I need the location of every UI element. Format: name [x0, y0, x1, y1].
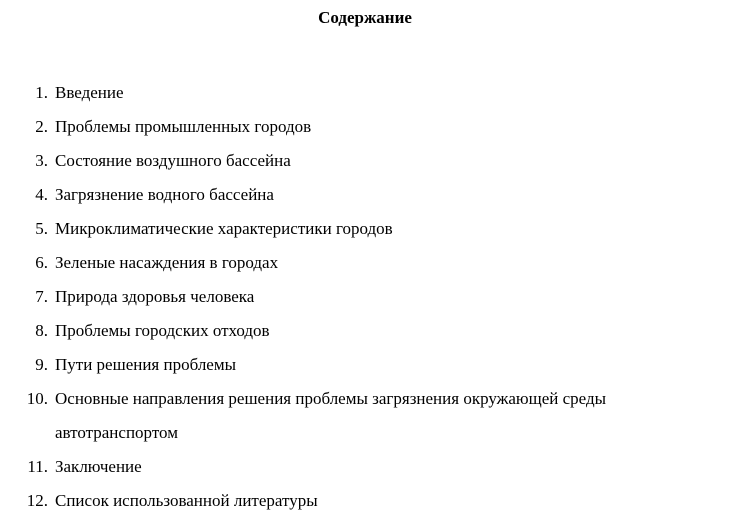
- toc-item: [0, 314, 735, 348]
- toc-item: [0, 178, 735, 212]
- toc-item: [0, 144, 735, 178]
- toc-item: [0, 76, 735, 110]
- toc-item-text: Заключение: [55, 457, 142, 476]
- table-of-contents: [0, 76, 735, 518]
- toc-item-number: 7.: [35, 287, 48, 306]
- toc-item-number: 2.: [35, 117, 48, 136]
- toc-item: [0, 348, 735, 382]
- toc-item-number: 4.: [35, 185, 48, 204]
- toc-item-text: Список использованной литературы: [55, 491, 318, 510]
- toc-item: [0, 246, 735, 280]
- toc-item: [0, 110, 735, 144]
- toc-item-number: 9.: [35, 355, 48, 374]
- toc-item-text: Загрязнение водного бассейна: [55, 185, 274, 204]
- toc-item-text: Проблемы промышленных городов: [55, 117, 312, 136]
- toc-item-number: 8.: [35, 321, 48, 340]
- toc-item-number: 6.: [35, 253, 48, 272]
- page-title: Содержание: [318, 8, 412, 27]
- toc-item: [0, 484, 735, 518]
- toc-item-number: 3.: [35, 151, 48, 170]
- toc-item-text: Пути решения проблемы: [55, 355, 237, 374]
- toc-item-number: 11.: [27, 457, 48, 476]
- toc-item: [0, 382, 735, 450]
- toc-item-number: 10.: [26, 389, 48, 408]
- toc-item: [0, 450, 735, 484]
- toc-item-text: Микроклиматические характеристики городов: [55, 219, 393, 238]
- toc-item-number: 12.: [26, 491, 48, 510]
- toc-item-number: 5.: [35, 219, 48, 238]
- toc-item: [0, 280, 735, 314]
- toc-item-text: Зеленые насаждения в городах: [55, 253, 279, 272]
- toc-item-text: Введение: [55, 83, 124, 102]
- toc-item-number: 1.: [35, 83, 48, 102]
- toc-item-text: Природа здоровья человека: [55, 287, 255, 306]
- toc-item-text: Основные направления решения проблемы загрязнения окружающей среды автотранспортом: [55, 389, 607, 442]
- toc-item: [0, 212, 735, 246]
- toc-item-text: Состояние воздушного бассейна: [55, 151, 291, 170]
- toc-item-text: Проблемы городских отходов: [55, 321, 270, 340]
